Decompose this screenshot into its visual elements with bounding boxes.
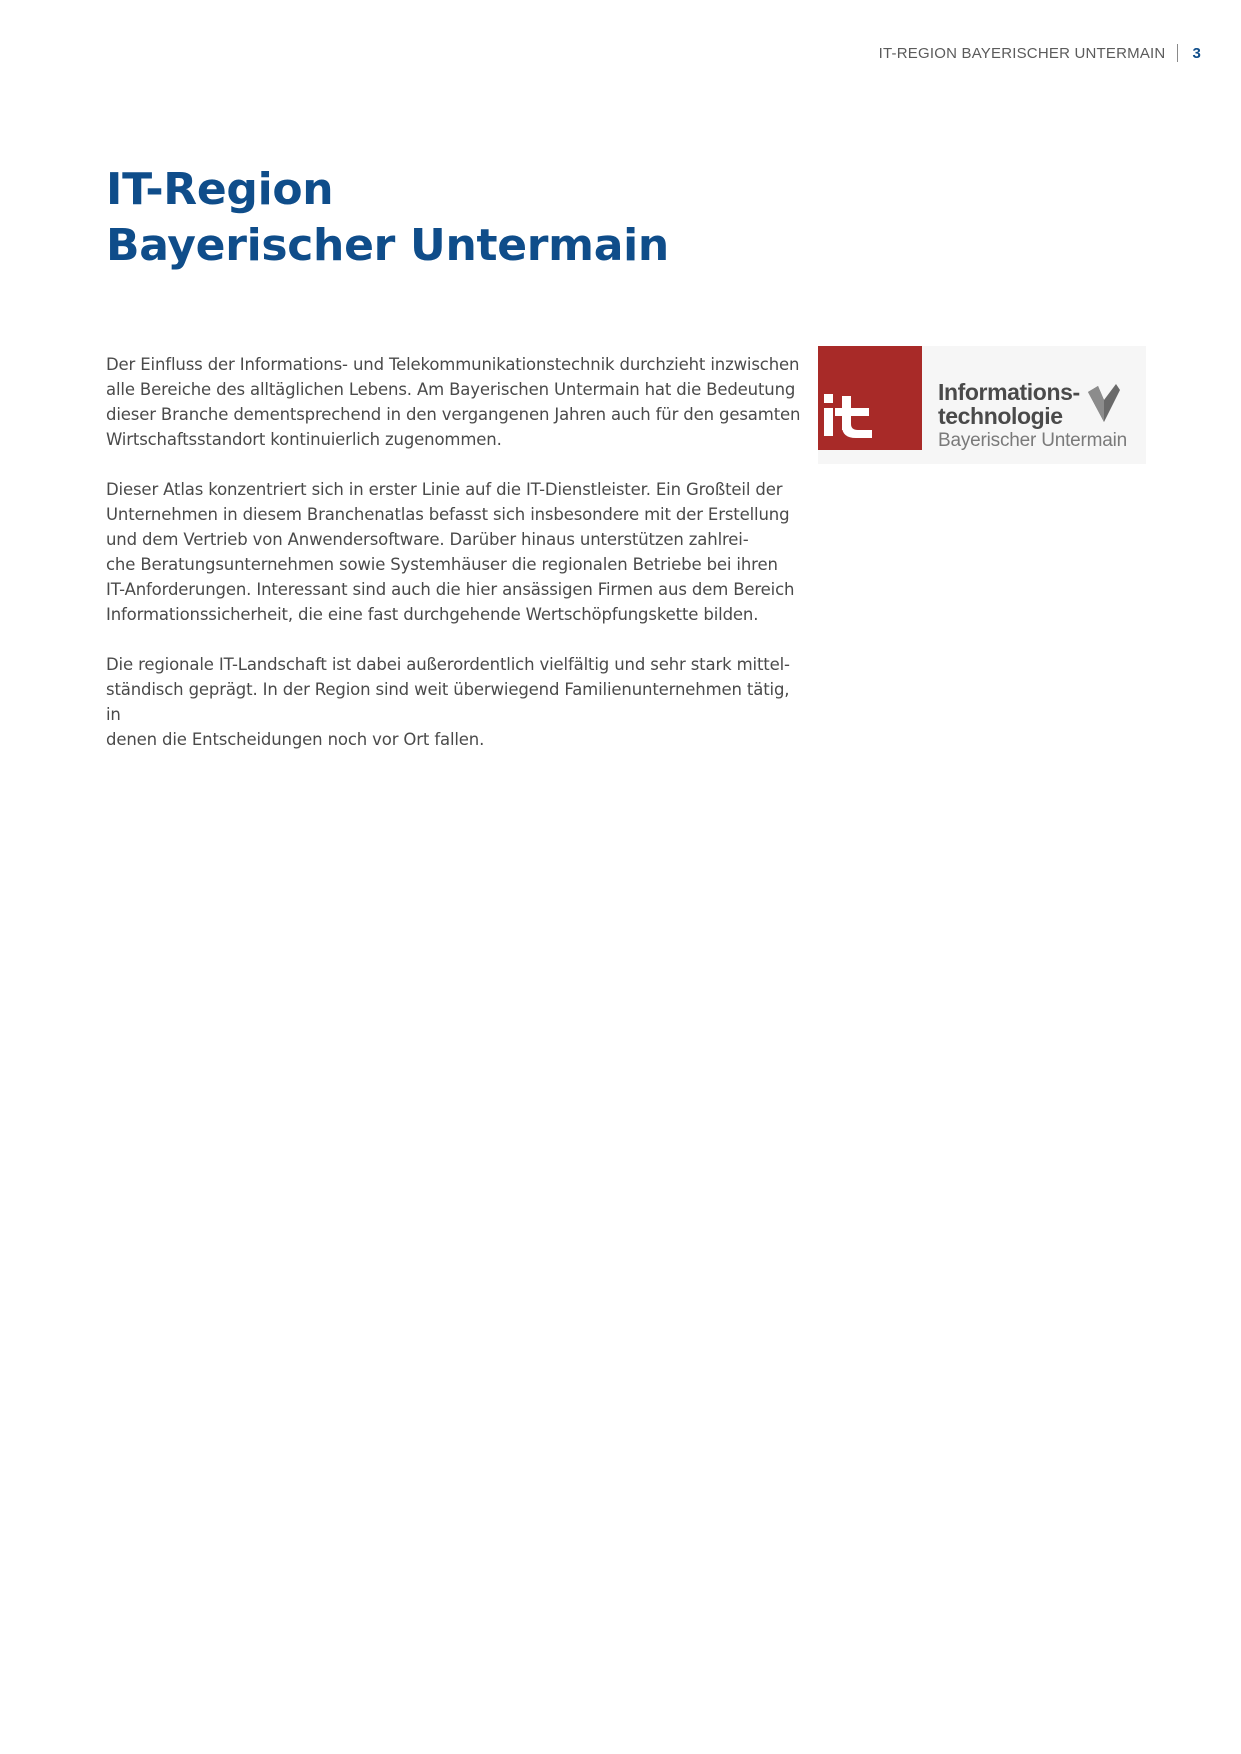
it-logo <box>818 346 1146 464</box>
paragraph-line: che Beratungsunternehmen sowie Systemhäuser die regionalen Betriebe bei ihren <box>106 555 778 574</box>
paragraph-line: denen die Entscheidungen noch vor Ort fallen. <box>106 730 485 749</box>
paragraph-line: Informationssicherheit, die eine fast durchgehende Wertschöpfungskette bilden. <box>106 605 759 624</box>
logo-line-3: Bayerischer Untermain <box>938 430 1128 451</box>
page-title-line-1: IT-Region <box>106 164 334 215</box>
paragraph-line: dieser Branche dementsprechend in den vergangenen Jahren auch für den gesamten <box>106 405 801 424</box>
paragraph-line: und dem Vertrieb von Anwendersoftware. Darüber hinaus unterstützen zahlrei- <box>106 530 749 549</box>
logo-line-2: technologie <box>938 403 1063 429</box>
running-header <box>879 44 1201 62</box>
body-text <box>106 352 806 777</box>
logo-check-icon <box>1086 382 1122 424</box>
paragraph-2 <box>106 477 806 627</box>
paragraph-line: Wirtschaftsstandort kontinuierlich zugenommen. <box>106 430 502 449</box>
page-title-line-2: Bayerischer Untermain <box>106 220 669 271</box>
paragraph-line: IT-Anforderungen. Interessant sind auch die hier ansässigen Firmen aus dem Bereich <box>106 580 795 599</box>
header-divider <box>1177 44 1178 62</box>
logo-it-mark-icon <box>818 346 922 450</box>
paragraph-line: alle Bereiche des alltäglichen Lebens. Am Bayerischen Untermain hat die Bedeutung <box>106 380 796 399</box>
paragraph-line: ständisch geprägt. In der Region sind weit überwiegend Familienunternehmen tätig, in <box>106 680 790 724</box>
paragraph-1 <box>106 352 806 452</box>
paragraph-line: Unternehmen in diesem Branchenatlas befasst sich insbesondere mit der Erstellung <box>106 505 790 524</box>
logo-red-square <box>818 346 922 450</box>
paragraph-line: Dieser Atlas konzentriert sich in erster Linie auf die IT-Dienstleister. Ein Großteil der <box>106 480 783 499</box>
logo-line-1: Informations- <box>938 379 1080 405</box>
paragraph-line: Die regionale IT-Landschaft ist dabei außerordentlich vielfältig und sehr stark mittel- <box>106 655 790 674</box>
paragraph-line: Der Einfluss der Informations- und Telekommunikationstechnik durchzieht inzwischen <box>106 355 800 374</box>
paragraph-3 <box>106 652 806 752</box>
page-number: 3 <box>1192 44 1201 62</box>
page-title <box>106 162 669 274</box>
running-header-title: IT-REGION BAYERISCHER UNTERMAIN <box>878 44 1166 62</box>
